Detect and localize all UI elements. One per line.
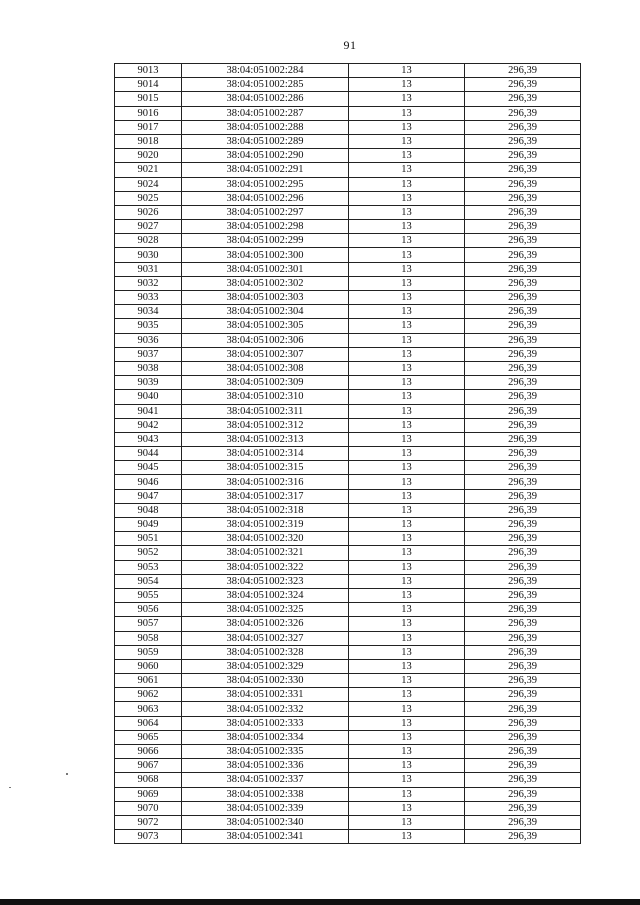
value-cell: 296,39 [465, 305, 581, 319]
cadastral-number-cell: 38:04:051002:324 [182, 588, 349, 602]
row-number-cell: 9069 [115, 787, 182, 801]
row-number-cell: 9036 [115, 333, 182, 347]
table-row [115, 461, 581, 475]
cadastral-number-cell: 38:04:051002:337 [182, 773, 349, 787]
row-number-cell: 9052 [115, 546, 182, 560]
scan-speck [9, 787, 11, 788]
area-cell: 13 [349, 475, 465, 489]
cadastral-number-cell: 38:04:051002:312 [182, 418, 349, 432]
value-cell: 296,39 [465, 134, 581, 148]
area-cell: 13 [349, 64, 465, 78]
area-cell: 13 [349, 489, 465, 503]
value-cell: 296,39 [465, 503, 581, 517]
area-cell: 13 [349, 674, 465, 688]
area-cell: 13 [349, 659, 465, 673]
cadastral-number-cell: 38:04:051002:301 [182, 262, 349, 276]
row-number-cell: 9066 [115, 745, 182, 759]
table-row [115, 305, 581, 319]
row-number-cell: 9041 [115, 404, 182, 418]
table-row [115, 262, 581, 276]
table-row [115, 546, 581, 560]
page-number: 91 [343, 38, 357, 52]
scan-speck [66, 773, 68, 775]
table-row [115, 376, 581, 390]
value-cell: 296,39 [465, 546, 581, 560]
cadastral-number-cell: 38:04:051002:323 [182, 574, 349, 588]
cadastral-number-cell: 38:04:051002:329 [182, 659, 349, 673]
table-row [115, 404, 581, 418]
table-row [115, 163, 581, 177]
table-row [115, 489, 581, 503]
value-cell: 296,39 [465, 404, 581, 418]
cadastral-number-cell: 38:04:051002:330 [182, 674, 349, 688]
table-row [115, 603, 581, 617]
area-cell: 13 [349, 532, 465, 546]
value-cell: 296,39 [465, 574, 581, 588]
value-cell: 296,39 [465, 617, 581, 631]
table-row [115, 92, 581, 106]
cadastral-number-cell: 38:04:051002:333 [182, 716, 349, 730]
table-row [115, 787, 581, 801]
value-cell: 296,39 [465, 262, 581, 276]
area-cell: 13 [349, 319, 465, 333]
table-row [115, 432, 581, 446]
table-row [115, 361, 581, 375]
area-cell: 13 [349, 205, 465, 219]
area-cell: 13 [349, 191, 465, 205]
area-cell: 13 [349, 574, 465, 588]
value-cell: 296,39 [465, 787, 581, 801]
row-number-cell: 9040 [115, 390, 182, 404]
cadastral-number-cell: 38:04:051002:298 [182, 220, 349, 234]
value-cell: 296,39 [465, 120, 581, 134]
table-row [115, 191, 581, 205]
row-number-cell: 9037 [115, 347, 182, 361]
row-number-cell: 9059 [115, 645, 182, 659]
row-number-cell: 9035 [115, 319, 182, 333]
value-cell: 296,39 [465, 319, 581, 333]
cadastral-number-cell: 38:04:051002:340 [182, 815, 349, 829]
area-cell: 13 [349, 106, 465, 120]
value-cell: 296,39 [465, 163, 581, 177]
cadastral-number-cell: 38:04:051002:288 [182, 120, 349, 134]
row-number-cell: 9033 [115, 291, 182, 305]
row-number-cell: 9054 [115, 574, 182, 588]
cadastral-number-cell: 38:04:051002:339 [182, 801, 349, 815]
value-cell: 296,39 [465, 645, 581, 659]
value-cell: 296,39 [465, 78, 581, 92]
value-cell: 296,39 [465, 64, 581, 78]
row-number-cell: 9053 [115, 560, 182, 574]
area-cell: 13 [349, 234, 465, 248]
table-row [115, 773, 581, 787]
area-cell: 13 [349, 390, 465, 404]
row-number-cell: 9026 [115, 205, 182, 219]
row-number-cell: 9042 [115, 418, 182, 432]
row-number-cell: 9039 [115, 376, 182, 390]
area-cell: 13 [349, 404, 465, 418]
area-cell: 13 [349, 418, 465, 432]
area-cell: 13 [349, 588, 465, 602]
row-number-cell: 9013 [115, 64, 182, 78]
row-number-cell: 9021 [115, 163, 182, 177]
row-number-cell: 9049 [115, 518, 182, 532]
row-number-cell: 9017 [115, 120, 182, 134]
row-number-cell: 9068 [115, 773, 182, 787]
scan-bottom-edge [0, 899, 640, 905]
value-cell: 296,39 [465, 447, 581, 461]
value-cell: 296,39 [465, 376, 581, 390]
cadastral-number-cell: 38:04:051002:313 [182, 432, 349, 446]
cadastral-number-cell: 38:04:051002:321 [182, 546, 349, 560]
area-cell: 13 [349, 291, 465, 305]
table-row [115, 248, 581, 262]
cadastral-number-cell: 38:04:051002:327 [182, 631, 349, 645]
table-row [115, 815, 581, 829]
cadastral-number-cell: 38:04:051002:331 [182, 688, 349, 702]
area-cell: 13 [349, 305, 465, 319]
row-number-cell: 9064 [115, 716, 182, 730]
area-cell: 13 [349, 688, 465, 702]
cadastral-number-cell: 38:04:051002:308 [182, 361, 349, 375]
table-row [115, 390, 581, 404]
row-number-cell: 9028 [115, 234, 182, 248]
area-cell: 13 [349, 773, 465, 787]
table-row [115, 149, 581, 163]
value-cell: 296,39 [465, 560, 581, 574]
table-row [115, 120, 581, 134]
table-row [115, 418, 581, 432]
value-cell: 296,39 [465, 248, 581, 262]
value-cell: 296,39 [465, 276, 581, 290]
row-number-cell: 9044 [115, 447, 182, 461]
row-number-cell: 9025 [115, 191, 182, 205]
cadastral-number-cell: 38:04:051002:297 [182, 205, 349, 219]
value-cell: 296,39 [465, 291, 581, 305]
row-number-cell: 9046 [115, 475, 182, 489]
area-cell: 13 [349, 361, 465, 375]
row-number-cell: 9048 [115, 503, 182, 517]
area-cell: 13 [349, 461, 465, 475]
cadastral-number-cell: 38:04:051002:335 [182, 745, 349, 759]
area-cell: 13 [349, 801, 465, 815]
cadastral-number-cell: 38:04:051002:328 [182, 645, 349, 659]
area-cell: 13 [349, 262, 465, 276]
table-row [115, 220, 581, 234]
cadastral-number-cell: 38:04:051002:290 [182, 149, 349, 163]
value-cell: 296,39 [465, 702, 581, 716]
area-cell: 13 [349, 503, 465, 517]
cadastral-number-cell: 38:04:051002:319 [182, 518, 349, 532]
area-cell: 13 [349, 149, 465, 163]
area-cell: 13 [349, 447, 465, 461]
row-number-cell: 9018 [115, 134, 182, 148]
table-row [115, 688, 581, 702]
cadastral-number-cell: 38:04:051002:300 [182, 248, 349, 262]
value-cell: 296,39 [465, 234, 581, 248]
value-cell: 296,39 [465, 149, 581, 163]
table-row [115, 276, 581, 290]
row-number-cell: 9047 [115, 489, 182, 503]
value-cell: 296,39 [465, 518, 581, 532]
area-cell: 13 [349, 134, 465, 148]
table-row [115, 503, 581, 517]
area-cell: 13 [349, 333, 465, 347]
value-cell: 296,39 [465, 333, 581, 347]
value-cell: 296,39 [465, 191, 581, 205]
row-number-cell: 9032 [115, 276, 182, 290]
cadastral-number-cell: 38:04:051002:287 [182, 106, 349, 120]
table-row [115, 291, 581, 305]
cadastral-number-cell: 38:04:051002:322 [182, 560, 349, 574]
row-number-cell: 9045 [115, 461, 182, 475]
row-number-cell: 9073 [115, 830, 182, 844]
row-number-cell: 9027 [115, 220, 182, 234]
cadastral-number-cell: 38:04:051002:305 [182, 319, 349, 333]
value-cell: 296,39 [465, 830, 581, 844]
table-row [115, 333, 581, 347]
cadastral-number-cell: 38:04:051002:311 [182, 404, 349, 418]
table-row [115, 177, 581, 191]
area-cell: 13 [349, 518, 465, 532]
table-row [115, 801, 581, 815]
table-row [115, 574, 581, 588]
row-number-cell: 9024 [115, 177, 182, 191]
area-cell: 13 [349, 702, 465, 716]
row-number-cell: 9072 [115, 815, 182, 829]
table-row [115, 518, 581, 532]
value-cell: 296,39 [465, 205, 581, 219]
cadastral-number-cell: 38:04:051002:299 [182, 234, 349, 248]
table-row [115, 64, 581, 78]
area-cell: 13 [349, 830, 465, 844]
cadastral-number-cell: 38:04:051002:325 [182, 603, 349, 617]
table-row [115, 716, 581, 730]
table-row [115, 78, 581, 92]
area-cell: 13 [349, 815, 465, 829]
value-cell: 296,39 [465, 773, 581, 787]
cadastral-number-cell: 38:04:051002:341 [182, 830, 349, 844]
value-cell: 296,39 [465, 730, 581, 744]
area-cell: 13 [349, 376, 465, 390]
row-number-cell: 9020 [115, 149, 182, 163]
cadastral-number-cell: 38:04:051002:302 [182, 276, 349, 290]
table-row [115, 631, 581, 645]
value-cell: 296,39 [465, 220, 581, 234]
table-row [115, 532, 581, 546]
area-cell: 13 [349, 546, 465, 560]
table-row [115, 560, 581, 574]
value-cell: 296,39 [465, 347, 581, 361]
cadastral-number-cell: 38:04:051002:336 [182, 759, 349, 773]
value-cell: 296,39 [465, 603, 581, 617]
table-row [115, 347, 581, 361]
area-cell: 13 [349, 78, 465, 92]
area-cell: 13 [349, 560, 465, 574]
value-cell: 296,39 [465, 688, 581, 702]
value-cell: 296,39 [465, 432, 581, 446]
row-number-cell: 9061 [115, 674, 182, 688]
table-row [115, 134, 581, 148]
value-cell: 296,39 [465, 489, 581, 503]
cadastral-number-cell: 38:04:051002:338 [182, 787, 349, 801]
row-number-cell: 9067 [115, 759, 182, 773]
cadastral-number-cell: 38:04:051002:284 [182, 64, 349, 78]
cadastral-number-cell: 38:04:051002:315 [182, 461, 349, 475]
row-number-cell: 9057 [115, 617, 182, 631]
cadastral-number-cell: 38:04:051002:291 [182, 163, 349, 177]
value-cell: 296,39 [465, 716, 581, 730]
cadastral-number-cell: 38:04:051002:326 [182, 617, 349, 631]
row-number-cell: 9062 [115, 688, 182, 702]
row-number-cell: 9058 [115, 631, 182, 645]
table-row [115, 745, 581, 759]
area-cell: 13 [349, 92, 465, 106]
row-number-cell: 9014 [115, 78, 182, 92]
table-row [115, 475, 581, 489]
value-cell: 296,39 [465, 815, 581, 829]
cadastral-number-cell: 38:04:051002:286 [182, 92, 349, 106]
table-row [115, 447, 581, 461]
area-cell: 13 [349, 432, 465, 446]
row-number-cell: 9034 [115, 305, 182, 319]
table-row [115, 645, 581, 659]
table-row [115, 659, 581, 673]
table-row [115, 234, 581, 248]
row-number-cell: 9063 [115, 702, 182, 716]
area-cell: 13 [349, 730, 465, 744]
table-row [115, 830, 581, 844]
cadastral-number-cell: 38:04:051002:320 [182, 532, 349, 546]
value-cell: 296,39 [465, 475, 581, 489]
row-number-cell: 9015 [115, 92, 182, 106]
row-number-cell: 9060 [115, 659, 182, 673]
row-number-cell: 9016 [115, 106, 182, 120]
area-cell: 13 [349, 745, 465, 759]
table-row [115, 730, 581, 744]
table-row [115, 319, 581, 333]
row-number-cell: 9070 [115, 801, 182, 815]
value-cell: 296,39 [465, 745, 581, 759]
value-cell: 296,39 [465, 659, 581, 673]
area-cell: 13 [349, 716, 465, 730]
area-cell: 13 [349, 347, 465, 361]
cadastral-number-cell: 38:04:051002:310 [182, 390, 349, 404]
area-cell: 13 [349, 120, 465, 134]
value-cell: 296,39 [465, 92, 581, 106]
area-cell: 13 [349, 617, 465, 631]
value-cell: 296,39 [465, 361, 581, 375]
area-cell: 13 [349, 220, 465, 234]
cadastral-number-cell: 38:04:051002:334 [182, 730, 349, 744]
value-cell: 296,39 [465, 801, 581, 815]
value-cell: 296,39 [465, 759, 581, 773]
cadastral-number-cell: 38:04:051002:296 [182, 191, 349, 205]
table-row [115, 702, 581, 716]
row-number-cell: 9043 [115, 432, 182, 446]
area-cell: 13 [349, 603, 465, 617]
cadastral-number-cell: 38:04:051002:332 [182, 702, 349, 716]
cadastral-number-cell: 38:04:051002:285 [182, 78, 349, 92]
table-row [115, 617, 581, 631]
value-cell: 296,39 [465, 532, 581, 546]
value-cell: 296,39 [465, 674, 581, 688]
area-cell: 13 [349, 276, 465, 290]
cadastral-number-cell: 38:04:051002:318 [182, 503, 349, 517]
cadastral-number-cell: 38:04:051002:303 [182, 291, 349, 305]
row-number-cell: 9055 [115, 588, 182, 602]
area-cell: 13 [349, 787, 465, 801]
cadastral-number-cell: 38:04:051002:304 [182, 305, 349, 319]
row-number-cell: 9030 [115, 248, 182, 262]
registry-table [114, 63, 581, 844]
area-cell: 13 [349, 645, 465, 659]
table-row [115, 674, 581, 688]
table-row [115, 588, 581, 602]
table-row [115, 759, 581, 773]
registry-table-body [115, 64, 581, 844]
row-number-cell: 9031 [115, 262, 182, 276]
value-cell: 296,39 [465, 588, 581, 602]
value-cell: 296,39 [465, 631, 581, 645]
table-row [115, 205, 581, 219]
cadastral-number-cell: 38:04:051002:289 [182, 134, 349, 148]
area-cell: 13 [349, 163, 465, 177]
area-cell: 13 [349, 631, 465, 645]
row-number-cell: 9065 [115, 730, 182, 744]
area-cell: 13 [349, 177, 465, 191]
value-cell: 296,39 [465, 106, 581, 120]
cadastral-number-cell: 38:04:051002:314 [182, 447, 349, 461]
area-cell: 13 [349, 759, 465, 773]
cadastral-number-cell: 38:04:051002:317 [182, 489, 349, 503]
cadastral-number-cell: 38:04:051002:309 [182, 376, 349, 390]
value-cell: 296,39 [465, 418, 581, 432]
cadastral-number-cell: 38:04:051002:316 [182, 475, 349, 489]
row-number-cell: 9038 [115, 361, 182, 375]
cadastral-number-cell: 38:04:051002:306 [182, 333, 349, 347]
row-number-cell: 9056 [115, 603, 182, 617]
value-cell: 296,39 [465, 461, 581, 475]
area-cell: 13 [349, 248, 465, 262]
value-cell: 296,39 [465, 390, 581, 404]
row-number-cell: 9051 [115, 532, 182, 546]
value-cell: 296,39 [465, 177, 581, 191]
table-row [115, 106, 581, 120]
cadastral-number-cell: 38:04:051002:307 [182, 347, 349, 361]
cadastral-number-cell: 38:04:051002:295 [182, 177, 349, 191]
